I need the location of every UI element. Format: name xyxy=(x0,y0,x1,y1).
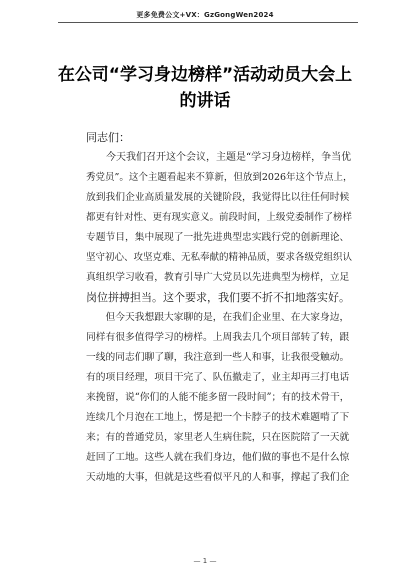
body-line: 坚守初心、攻坚克难、无私奉献的精神品质，要求各级党组织认 xyxy=(86,252,353,263)
page-number: — 1 — xyxy=(193,557,217,565)
document-title xyxy=(40,62,370,114)
body-line: 赶回了工地。这些人就在我们身边，他们做的事也不是什么惊 xyxy=(86,452,350,463)
title-line-2: 的讲话 xyxy=(179,91,231,111)
speech-body xyxy=(86,148,354,488)
salutation: 同志们： xyxy=(86,131,130,144)
header-divider xyxy=(58,22,358,23)
body-line: 都更有针对性、更有现实意义。前段时间，上级党委制作了榜样 xyxy=(86,212,353,223)
body-line: 今天我们召开这个会议，主题是“学习身边榜样，争当优 xyxy=(86,152,352,163)
body-line: 放到我们企业高质量发展的关键阶段，我觉得比以往任何时候 xyxy=(86,192,350,203)
body-line: 天动地的大事，但就是这些看似平凡的人和事，撑起了我们企 xyxy=(86,472,350,483)
body-line: 一线的同志们聊了聊，我注意到一些人和事，让我很受触动。 xyxy=(86,352,350,363)
body-line: 有的项目经理，项目干完了、队伍撤走了，业主却再三打电话 xyxy=(86,372,350,383)
body-line: 但今天我想跟大家聊的是，在我们企业里、在大家身边， xyxy=(86,312,350,323)
body-line: 来挽留，说“你们的人能不能多留一段时间”；有的技术骨干， xyxy=(86,392,350,403)
header-banner: 更多免费公文+VX：GzGongWen2024 xyxy=(136,11,274,19)
title-line-1: 在公司“学习身边榜样”活动动员大会上 xyxy=(57,65,353,85)
body-line: 同样有很多值得学习的榜样。上周我去几个项目部转了转，跟 xyxy=(86,332,350,343)
body-line: 来；有的普通党员，家里老人生病住院，只在医院陪了一天就 xyxy=(86,432,350,443)
body-line: 秀党员”。这个主题看起来不算新，但放到2026年这个节点上， xyxy=(86,172,353,183)
body-line: 连续几个月泡在工地上，愣是把一个卡脖子的技术难题啃了下 xyxy=(86,412,350,423)
body-line: 真组织学习收看，教育引导广大党员以先进典型为榜样，立足 xyxy=(86,272,350,283)
body-line: 岗位拼搏担当。这个要求，我们要不折不扣地落实好。 xyxy=(86,291,350,304)
body-line: 专题节目，集中展现了一批先进典型忠实践行党的创新理论、 xyxy=(86,232,350,243)
